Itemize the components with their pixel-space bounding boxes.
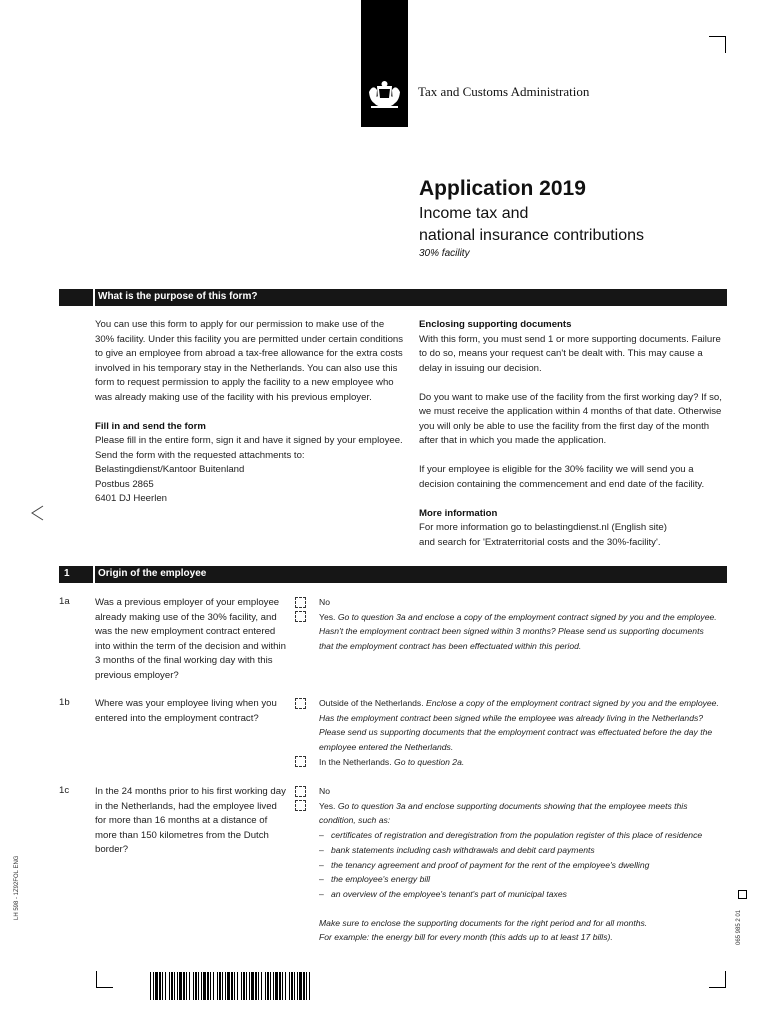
- barcode-stripe: [291, 972, 293, 1000]
- serial-number: 065 985 2 01: [736, 909, 742, 945]
- subtitle-line: Income tax and: [419, 205, 529, 222]
- barcode-stripe: [195, 972, 197, 1000]
- barcode-stripe: [234, 972, 235, 1000]
- option-outside-instruction: Enclose a copy of the employment contract signed by you and the employee. Has the employment contract been signed while the employee was already living in the Netherlands? Please send us supporting documents that the employment contract was effectuated before the day the employee entered the Netherlands.: [319, 698, 719, 753]
- option-yes-instruction: Go to question 3a and enclose a copy of the employment contract signed by you and the employee. Hasn't the employment contract been signed within 3 months? Please send us supporting documents that the employment contract has been effectuated within this period.: [319, 611, 717, 652]
- barcode-stripe: [241, 972, 242, 1000]
- fill-text: Please fill in the entire form, sign it and have it signed by your employee. Send the form with the requested attachments to:: [95, 435, 403, 461]
- question-number: 1b: [59, 697, 70, 708]
- bar-separator: [93, 566, 95, 583]
- barcode-stripe: [243, 972, 245, 1000]
- barcode-stripe: [297, 972, 298, 1000]
- bar-separator: [93, 289, 95, 306]
- coat-of-arms-icon: [361, 0, 408, 127]
- barcode-stripe: [169, 972, 170, 1000]
- barcode-stripe: [210, 972, 211, 1000]
- crop-mark-top-right: [709, 36, 726, 53]
- barcode-stripe: [203, 972, 206, 1000]
- note-line: Make sure to enclose the supporting documents for the right period and for all months.: [319, 917, 648, 928]
- checkbox-1a-no[interactable]: [295, 597, 306, 608]
- barcode-stripe: [289, 972, 290, 1000]
- form-code: LH 598 - 1Z92FOL ENG: [14, 855, 20, 920]
- question-1a-text: Was a previous employer of your employee already making use of the 30% facility, and was the new employment contract entered into within the term of the decision and within 3 months of the final working day with this previous employer?: [95, 597, 286, 681]
- option-yes-lead: Yes.: [319, 611, 336, 622]
- crop-mark-bottom-right: [709, 971, 726, 988]
- fold-mark-icon: [30, 505, 44, 521]
- government-logo: [361, 0, 408, 127]
- barcode-stripe: [251, 972, 254, 1000]
- barcode: [150, 972, 313, 1000]
- barcode-stripe: [227, 972, 230, 1000]
- crop-mark-bottom-left: [96, 971, 113, 988]
- answer-1a-options: [319, 595, 719, 654]
- barcode-stripe: [249, 972, 250, 1000]
- barcode-stripe: [231, 972, 233, 1000]
- purpose-paragraph: You can use this form to apply for our permission to make use of the 30% facility. Under this facility you are permitted under certain conditions to give an employee from abroad a tax-free allowance for the extra costs involved in his temporary stay in the Netherlands. You can also use this form to request permission to apply the facility to a new employee who was already making use of the facility with his previous employer.: [95, 319, 404, 403]
- question-number: 1a: [59, 596, 70, 607]
- barcode-stripe: [213, 972, 214, 1000]
- barcode-stripe: [225, 972, 226, 1000]
- serial-marker: [738, 890, 747, 899]
- more-info-heading: More information: [419, 507, 498, 519]
- note-line: For example: the energy bill for every month (this adds up to at least 17 bills).: [319, 932, 613, 943]
- barcode-stripe: [309, 972, 310, 1000]
- enclosing-text: With this form, you must send 1 or more supporting documents. Failure to do so, means your request can't be dealt with. This may cause a delay in issuing our decision.: [419, 333, 721, 374]
- barcode-stripe: [219, 972, 221, 1000]
- option-no: No: [319, 597, 330, 607]
- barcode-stripe: [279, 972, 281, 1000]
- barcode-stripe: [177, 972, 178, 1000]
- barcode-stripe: [303, 972, 305, 1000]
- barcode-stripe: [217, 972, 218, 1000]
- enclosing-heading: Enclosing supporting documents: [419, 319, 572, 330]
- barcode-stripe: [150, 972, 151, 1000]
- barcode-stripe: [285, 972, 286, 1000]
- purpose-left-column: [95, 318, 405, 507]
- barcode-stripe: [275, 972, 278, 1000]
- document-list-item: the employee's energy bill: [331, 874, 431, 885]
- address-line: 6401 DJ Heerlen: [95, 493, 167, 504]
- option-in-instruction: Go to question 2a.: [394, 756, 465, 767]
- section-bar-label: Origin of the employee: [98, 568, 207, 579]
- address-line: Belastingdienst/Kantoor Buitenland: [95, 464, 245, 475]
- more-info-text: and search for 'Extraterritorial costs and the 30%-facility'.: [419, 536, 661, 548]
- barcode-stripe: [186, 972, 187, 1000]
- barcode-stripe: [165, 972, 166, 1000]
- first-day-text: Do you want to make use of the facility from the first working day? If so, we must receive the application within 4 months of that date. Otherwise you will only be able to use the facility from the first day of the month after that in which you made the application.: [419, 391, 722, 446]
- barcode-stripe: [207, 972, 209, 1000]
- barcode-stripe: [306, 972, 307, 1000]
- checkbox-1b-outside[interactable]: [295, 698, 306, 709]
- checkbox-1b-in-netherlands[interactable]: [295, 756, 306, 767]
- barcode-stripe: [159, 972, 161, 1000]
- barcode-stripe: [282, 972, 283, 1000]
- barcode-stripe: [193, 972, 194, 1000]
- barcode-stripe: [267, 972, 269, 1000]
- option-in-lead: In the Netherlands.: [319, 756, 392, 767]
- option-no: No: [319, 786, 330, 796]
- barcode-stripe: [189, 972, 190, 1000]
- more-info-text: For more information go to belastingdienst.nl (English site): [419, 522, 667, 533]
- section-number: 1: [64, 568, 70, 579]
- barcode-stripe: [183, 972, 185, 1000]
- option-outside-lead: Outside of the Netherlands.: [319, 698, 424, 708]
- option-yes-instruction: Go to question 3a and enclose supporting documents showing that the employee meets this condition, such as:: [319, 800, 688, 826]
- barcode-stripe: [174, 972, 175, 1000]
- section-bar-label: What is the purpose of this form?: [98, 291, 258, 302]
- eligible-text: If your employee is eligible for the 30% facility we will send you a decision containing the commencement and end date of the facility.: [419, 464, 705, 490]
- barcode-stripe: [255, 972, 257, 1000]
- barcode-stripe: [162, 972, 163, 1000]
- subtitle-line: national insurance contributions: [419, 227, 645, 244]
- barcode-stripe: [299, 972, 302, 1000]
- document-list-item: an overview of the employee's tenant's part of municipal taxes: [331, 888, 567, 899]
- answer-1c-options: [319, 784, 724, 945]
- purpose-right-column: [419, 318, 724, 550]
- checkbox-1c-yes[interactable]: [295, 800, 306, 811]
- section-bar-purpose: [59, 289, 727, 306]
- document-list-item: the tenancy agreement and proof of payment for the rent of the employee's dwelling: [331, 859, 650, 870]
- barcode-stripe: [258, 972, 259, 1000]
- barcode-stripe: [222, 972, 223, 1000]
- question-1b-text: Where was your employee living when you entered into the employment contract?: [95, 698, 277, 724]
- page-title: Application 2019: [419, 177, 586, 200]
- facility-label: 30% facility: [419, 248, 470, 259]
- page-subtitle: [419, 203, 644, 247]
- fill-heading: Fill in and send the form: [95, 420, 206, 432]
- barcode-stripe: [153, 972, 154, 1000]
- barcode-stripe: [265, 972, 266, 1000]
- barcode-stripe: [198, 972, 199, 1000]
- section-bar-origin: [59, 566, 727, 583]
- barcode-stripe: [171, 972, 173, 1000]
- question-1c-text: In the 24 months prior to his first working day in the Netherlands, had the employee lived for more than 16 months at a distance of more than 150 kilometres from the Dutch border?: [95, 786, 286, 855]
- document-list-item: certificates of registration and deregistration from the population register of this place of residence: [331, 830, 703, 841]
- question-number: 1c: [59, 785, 70, 796]
- barcode-stripe: [246, 972, 247, 1000]
- barcode-stripe: [294, 972, 295, 1000]
- barcode-stripe: [270, 972, 271, 1000]
- barcode-stripe: [179, 972, 182, 1000]
- checkbox-1c-no[interactable]: [295, 786, 306, 797]
- barcode-stripe: [237, 972, 238, 1000]
- barcode-stripe: [201, 972, 202, 1000]
- agency-name: Tax and Customs Administration: [418, 84, 590, 99]
- barcode-stripe: [261, 972, 262, 1000]
- document-list-item: bank statements including cash withdrawals and debit card payments: [331, 844, 595, 855]
- answer-1b-options: [319, 696, 719, 770]
- option-yes-lead: Yes.: [319, 800, 336, 811]
- barcode-stripe: [155, 972, 158, 1000]
- address-line: Postbus 2865: [95, 478, 154, 490]
- checkbox-1a-yes[interactable]: [295, 611, 306, 622]
- barcode-stripe: [273, 972, 274, 1000]
